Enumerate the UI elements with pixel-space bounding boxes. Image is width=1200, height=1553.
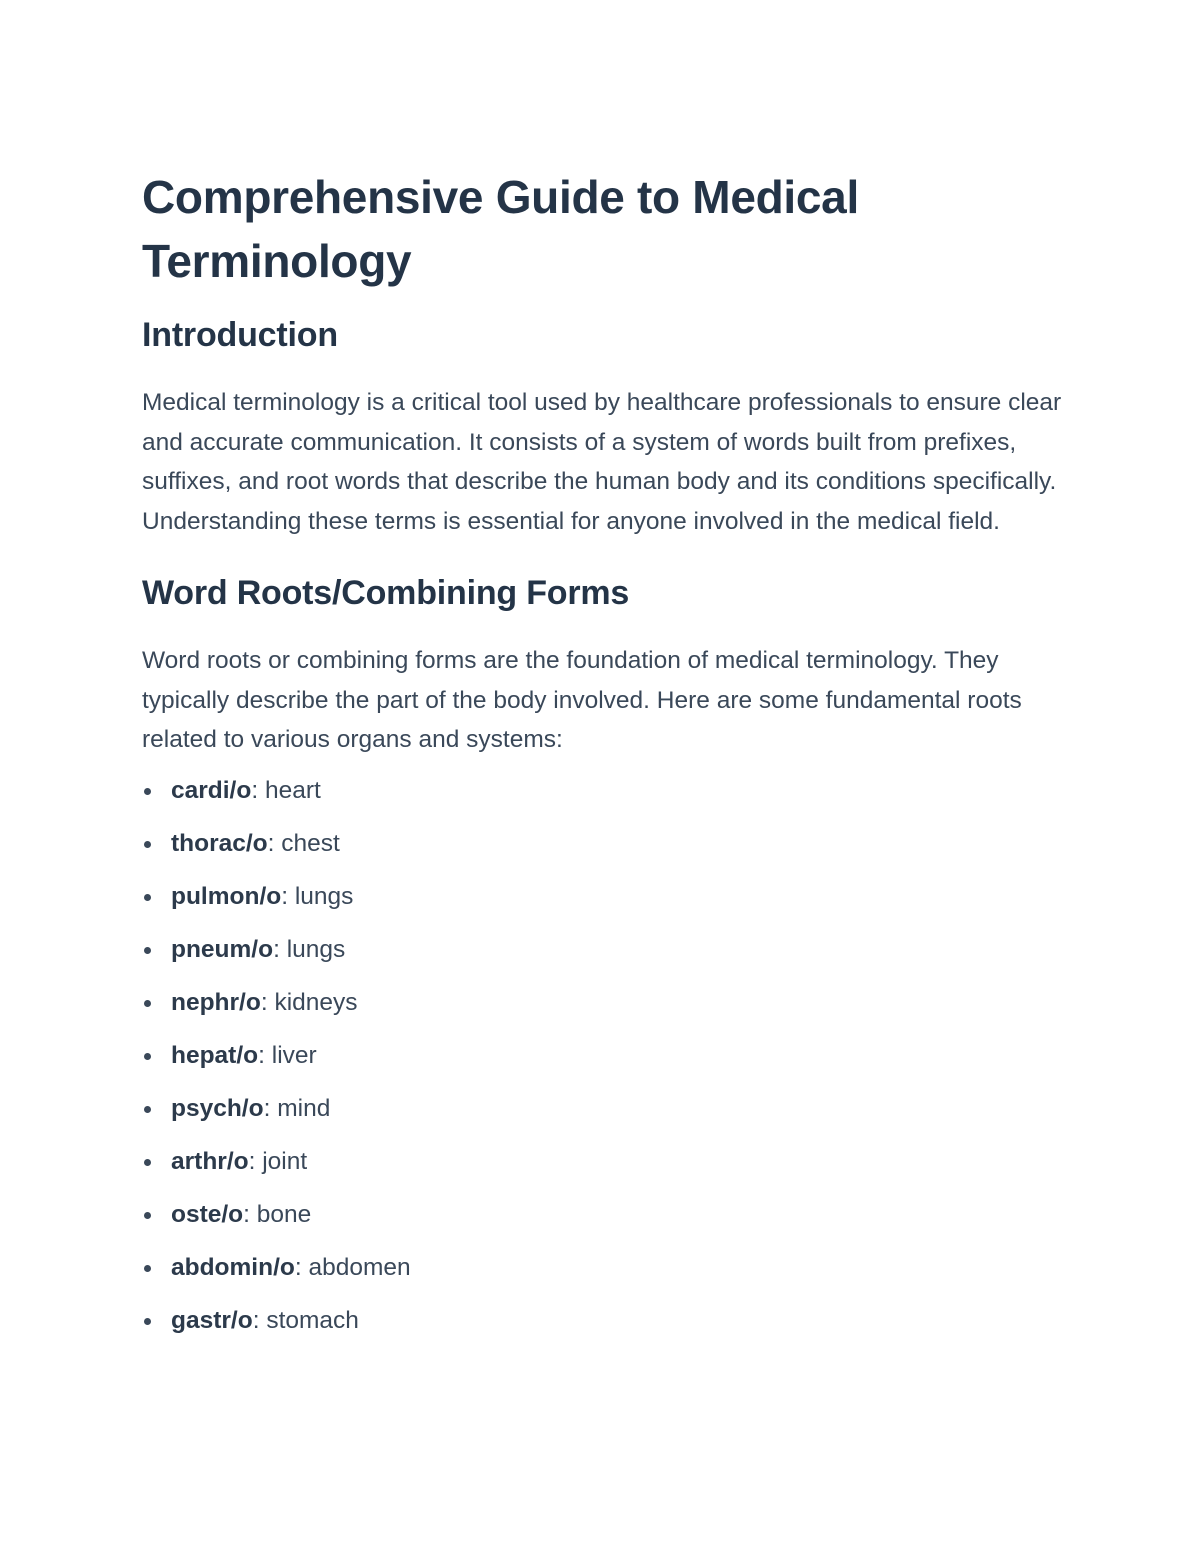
bullet-icon xyxy=(144,788,151,795)
bullet-icon xyxy=(144,1053,151,1060)
root-term: arthr/o xyxy=(171,1147,249,1175)
separator: : xyxy=(252,1306,267,1334)
separator: : xyxy=(260,988,275,1016)
separator: : xyxy=(251,776,265,804)
root-meaning: joint xyxy=(262,1147,308,1175)
separator: : xyxy=(243,1200,257,1228)
list-item xyxy=(142,774,1072,808)
bullet-icon xyxy=(144,947,151,954)
list-item xyxy=(142,880,1072,914)
list-item xyxy=(142,933,1072,967)
separator: : xyxy=(263,1094,278,1122)
root-term: psych/o xyxy=(171,1094,264,1122)
root-meaning: liver xyxy=(271,1041,317,1069)
bullet-icon xyxy=(144,1212,151,1219)
page-title: Comprehensive Guide to Medical Terminology xyxy=(142,171,859,287)
list-item xyxy=(142,1092,1072,1126)
introduction-heading: Introduction xyxy=(142,316,338,354)
list-item xyxy=(142,827,1072,861)
separator: : xyxy=(248,1147,263,1175)
separator: : xyxy=(273,935,287,963)
document-page xyxy=(142,165,1072,1357)
separator: : xyxy=(294,1253,309,1281)
root-meaning: bone xyxy=(256,1200,312,1228)
bullet-icon xyxy=(144,1265,151,1272)
list-item xyxy=(142,1145,1072,1179)
bullet-icon xyxy=(144,1159,151,1166)
root-term: pneum/o xyxy=(171,935,274,963)
list-item xyxy=(142,1039,1072,1073)
separator: : xyxy=(281,882,295,910)
word-roots-paragraph: Word roots or combining forms are the foundation of medical terminology. They typically describe the part of the body involved. Here are some fundamental roots related to various organs and systems: xyxy=(142,647,1022,753)
root-term: abdomin/o xyxy=(171,1253,295,1281)
bullet-icon xyxy=(144,1000,151,1007)
root-term: thorac/o xyxy=(171,829,268,857)
root-meaning: mind xyxy=(277,1094,331,1122)
root-term: oste/o xyxy=(171,1200,244,1228)
list-item xyxy=(142,1304,1072,1338)
separator: : xyxy=(267,829,282,857)
root-term: gastr/o xyxy=(171,1306,253,1334)
root-term: cardi/o xyxy=(171,776,252,804)
root-term: nephr/o xyxy=(171,988,261,1016)
root-term: pulmon/o xyxy=(171,882,282,910)
introduction-paragraph: Medical terminology is a critical tool used by healthcare professionals to ensure clear and accurate communication. It consists of a system of words built from prefixes, suffixes, and root words that describe the human body and its conditions specifically. Understanding these terms is essential for anyone involved in the medical field. xyxy=(142,389,1062,535)
root-meaning: heart xyxy=(264,776,321,804)
word-roots-heading: Word Roots/Combining Forms xyxy=(142,574,630,612)
bullet-icon xyxy=(144,841,151,848)
bullet-icon xyxy=(144,894,151,901)
list-item xyxy=(142,1198,1072,1232)
root-meaning: lungs xyxy=(294,882,354,910)
list-item xyxy=(142,1251,1072,1285)
separator: : xyxy=(258,1041,272,1069)
root-meaning: chest xyxy=(281,829,340,857)
bullet-icon xyxy=(144,1318,151,1325)
root-meaning: kidneys xyxy=(274,988,358,1016)
bullet-icon xyxy=(144,1106,151,1113)
list-item xyxy=(142,986,1072,1020)
root-meaning: lungs xyxy=(286,935,346,963)
root-meaning: abdomen xyxy=(308,1253,411,1281)
word-roots-list xyxy=(142,774,1072,1338)
root-meaning: stomach xyxy=(266,1306,359,1334)
root-term: hepat/o xyxy=(171,1041,259,1069)
